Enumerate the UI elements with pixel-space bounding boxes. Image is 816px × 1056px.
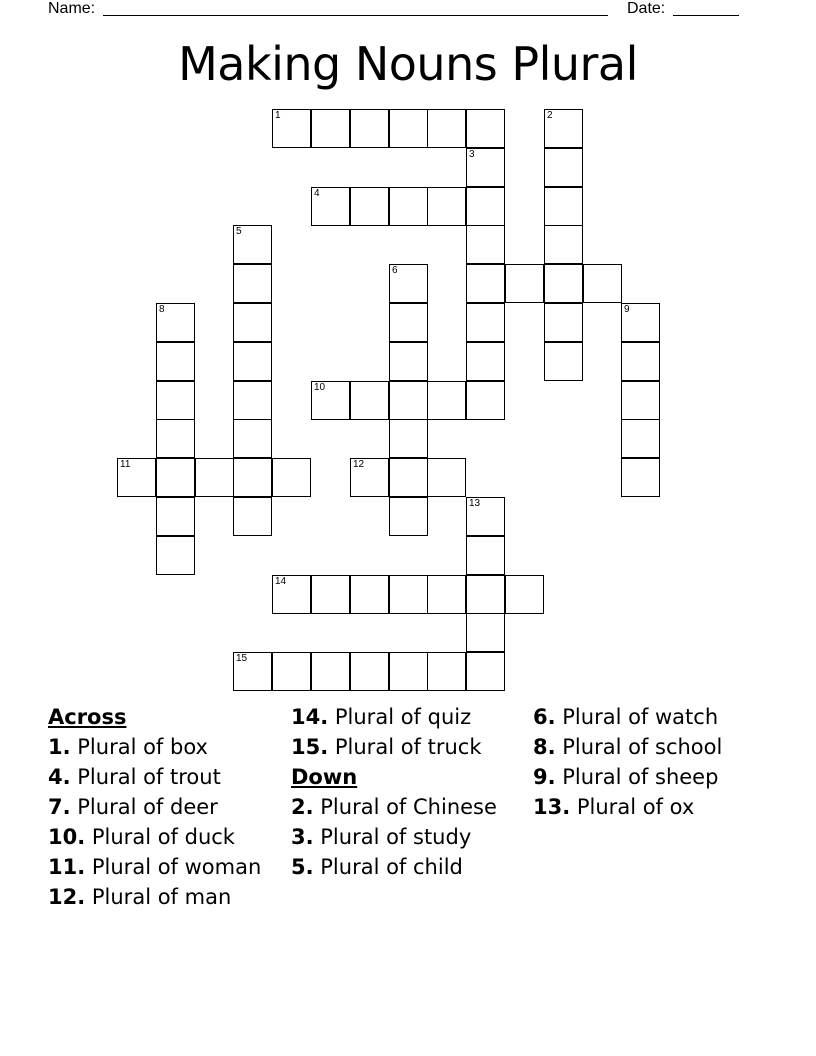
- crossword-cell[interactable]: [156, 342, 195, 381]
- across-clue-list: [48, 734, 280, 910]
- crossword-cell[interactable]: [389, 342, 428, 381]
- crossword-cell[interactable]: [621, 419, 660, 458]
- crossword-cell[interactable]: [389, 575, 428, 614]
- down-clue-list: [291, 794, 523, 880]
- clue-item: [291, 734, 523, 760]
- crossword-cell[interactable]: [427, 458, 466, 497]
- crossword-cell[interactable]: [621, 381, 660, 420]
- clue-item: [533, 794, 765, 820]
- crossword-cell[interactable]: [272, 652, 311, 691]
- crossword-cell[interactable]: [466, 109, 505, 148]
- crossword-cell[interactable]: [621, 342, 660, 381]
- clue-item-text: Plural of ox: [570, 795, 695, 819]
- crossword-cell[interactable]: [156, 536, 195, 575]
- clue-item: [48, 854, 280, 880]
- clue-column-1: [48, 704, 280, 914]
- crossword-cell[interactable]: [311, 381, 350, 420]
- crossword-cell[interactable]: [583, 264, 622, 303]
- clue-item: [291, 794, 523, 820]
- page-title: Making Nouns Plural: [178, 37, 638, 91]
- crossword-cell[interactable]: [427, 109, 466, 148]
- crossword-cell[interactable]: [272, 575, 311, 614]
- crossword-cell[interactable]: [350, 381, 389, 420]
- crossword-cell[interactable]: [156, 419, 195, 458]
- crossword-cell[interactable]: [466, 148, 505, 187]
- crossword-cell[interactable]: [272, 458, 311, 497]
- clue-number: 4: [314, 188, 320, 199]
- clue-item: [533, 764, 765, 790]
- clue-item: [48, 764, 280, 790]
- clue-column-2: [291, 704, 523, 884]
- clue-item-number: 12.: [48, 885, 86, 909]
- crossword-cell[interactable]: [311, 187, 350, 226]
- crossword-cell[interactable]: [466, 264, 505, 303]
- clue-item-text: Plural of study: [313, 825, 472, 849]
- clue-item: [48, 734, 280, 760]
- crossword-cell[interactable]: [233, 303, 272, 342]
- clue-item: [291, 824, 523, 850]
- crossword-cell[interactable]: [427, 381, 466, 420]
- across-clue-list-continued: [291, 704, 523, 760]
- clue-item-text: Plural of quiz: [328, 705, 472, 729]
- crossword-cell[interactable]: [466, 342, 505, 381]
- clue-number: 9: [624, 304, 630, 315]
- crossword-cell[interactable]: [466, 381, 505, 420]
- crossword-cell[interactable]: [311, 109, 350, 148]
- crossword-cell[interactable]: [195, 458, 234, 497]
- clue-number: 15: [236, 653, 248, 664]
- crossword-cell[interactable]: [427, 652, 466, 691]
- crossword-cell[interactable]: [233, 458, 272, 497]
- clue-item: [533, 734, 765, 760]
- clue-item-number: 9.: [533, 765, 556, 789]
- crossword-cell[interactable]: [350, 652, 389, 691]
- clue-number: 5: [236, 226, 242, 237]
- crossword-cell[interactable]: [505, 575, 544, 614]
- name-label: Name:: [48, 0, 96, 17]
- crossword-cell[interactable]: [544, 109, 583, 148]
- clue-item-text: Plural of watch: [555, 705, 719, 729]
- crossword-cell[interactable]: [466, 225, 505, 264]
- clue-item-text: Plural of deer: [70, 795, 218, 819]
- crossword-cell[interactable]: [389, 264, 428, 303]
- clue-item-number: 6.: [533, 705, 556, 729]
- clue-item-number: 5.: [291, 855, 314, 879]
- clue-item-number: 3.: [291, 825, 314, 849]
- crossword-cell[interactable]: [466, 187, 505, 226]
- crossword-cell[interactable]: [621, 303, 660, 342]
- clue-item-text: Plural of sheep: [555, 765, 719, 789]
- crossword-cell[interactable]: [389, 652, 428, 691]
- crossword-cell[interactable]: [233, 419, 272, 458]
- crossword-cell[interactable]: [311, 652, 350, 691]
- crossword-cell[interactable]: [233, 225, 272, 264]
- crossword-cell[interactable]: [350, 458, 389, 497]
- crossword-cell[interactable]: [311, 575, 350, 614]
- clue-item-text: Plural of man: [85, 885, 232, 909]
- clue-number: 13: [469, 498, 481, 509]
- crossword-cell[interactable]: [233, 381, 272, 420]
- clue-item-text: Plural of trout: [70, 765, 221, 789]
- crossword-cell[interactable]: [389, 109, 428, 148]
- down-clue-list-continued: [533, 704, 765, 820]
- clue-item-number: 15.: [291, 735, 329, 759]
- crossword-cell[interactable]: [389, 381, 428, 420]
- crossword-cell[interactable]: [466, 575, 505, 614]
- crossword-cell[interactable]: [544, 264, 583, 303]
- crossword-cell[interactable]: [544, 148, 583, 187]
- across-heading: Across: [48, 705, 127, 729]
- crossword-cell[interactable]: [466, 303, 505, 342]
- clue-item: [291, 854, 523, 880]
- down-heading: Down: [291, 765, 358, 789]
- clue-item-number: 7.: [48, 795, 71, 819]
- crossword-cell[interactable]: [544, 187, 583, 226]
- clue-number: 1: [275, 110, 281, 121]
- crossword-cell[interactable]: [427, 575, 466, 614]
- clue-number: 10: [314, 382, 326, 393]
- clue-item: [48, 794, 280, 820]
- clue-item-number: 1.: [48, 735, 71, 759]
- clue-item-number: 10.: [48, 825, 86, 849]
- clue-item: [48, 824, 280, 850]
- clue-item-number: 4.: [48, 765, 71, 789]
- clue-item-text: Plural of truck: [328, 735, 482, 759]
- clue-item-number: 13.: [533, 795, 571, 819]
- clue-item: [533, 704, 765, 730]
- crossword-cell[interactable]: [350, 109, 389, 148]
- clue-number: 6: [392, 265, 398, 276]
- crossword-cell[interactable]: [156, 381, 195, 420]
- crossword-cell[interactable]: [505, 264, 544, 303]
- clue-number: 8: [159, 304, 165, 315]
- clue-item-text: Plural of box: [70, 735, 208, 759]
- crossword-cell[interactable]: [389, 458, 428, 497]
- clue-item-number: 8.: [533, 735, 556, 759]
- crossword-cell[interactable]: [350, 187, 389, 226]
- clue-item: [291, 704, 523, 730]
- crossword-cell[interactable]: [156, 497, 195, 536]
- crossword-cell[interactable]: [156, 458, 195, 497]
- crossword-cell[interactable]: [466, 613, 505, 652]
- crossword-cell[interactable]: [389, 419, 428, 458]
- clue-item-number: 11.: [48, 855, 86, 879]
- clue-number: 14: [275, 576, 287, 587]
- crossword-cell[interactable]: [233, 497, 272, 536]
- crossword-cell[interactable]: [466, 652, 505, 691]
- clue-number: 11: [120, 459, 131, 470]
- clue-item-number: 2.: [291, 795, 314, 819]
- crossword-cell[interactable]: [389, 187, 428, 226]
- clue-number: 2: [547, 110, 553, 121]
- crossword-cell[interactable]: [466, 536, 505, 575]
- crossword-cell[interactable]: [272, 109, 311, 148]
- clue-number: 12: [353, 459, 365, 470]
- crossword-cell[interactable]: [427, 187, 466, 226]
- clue-number: 3: [469, 149, 475, 160]
- clue-item-text: Plural of woman: [85, 855, 262, 879]
- clue-item-text: Plural of duck: [85, 825, 235, 849]
- crossword-cell[interactable]: [233, 652, 272, 691]
- crossword-cell[interactable]: [621, 458, 660, 497]
- crossword-cell[interactable]: [389, 497, 428, 536]
- clue-item-text: Plural of child: [313, 855, 463, 879]
- date-label: Date:: [627, 0, 666, 17]
- crossword-cell[interactable]: [233, 264, 272, 303]
- clue-item-text: Plural of school: [555, 735, 723, 759]
- clue-item-number: 14.: [291, 705, 329, 729]
- clue-column-3: [533, 704, 765, 824]
- crossword-cell[interactable]: [350, 575, 389, 614]
- crossword-cell[interactable]: [544, 225, 583, 264]
- crossword-cell[interactable]: [544, 303, 583, 342]
- crossword-cell[interactable]: [156, 303, 195, 342]
- crossword-cell[interactable]: [389, 303, 428, 342]
- crossword-cell[interactable]: [117, 458, 156, 497]
- crossword-cell[interactable]: [544, 342, 583, 381]
- clue-item: [48, 884, 280, 910]
- crossword-cell[interactable]: [233, 342, 272, 381]
- clue-item-text: Plural of Chinese: [313, 795, 497, 819]
- crossword-cell[interactable]: [466, 497, 505, 536]
